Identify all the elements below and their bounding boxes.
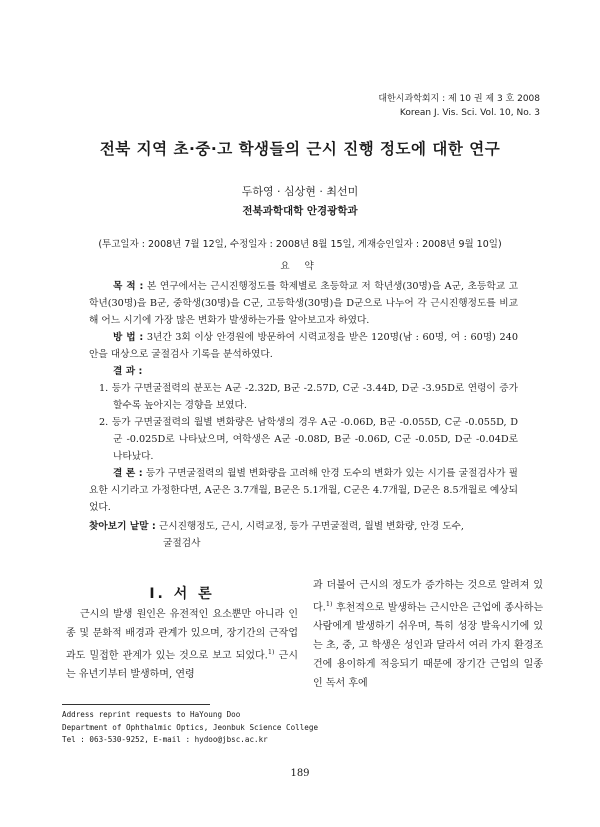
result-2: 2. 등가 구면굴절력의 월별 변화량은 남학생의 경우 A군 -0.06D, B군 -0.055D, C군 -0.055D, D군 -0.025D로 나타났으며, 여학생은 A군 -0.08D, B군 -0.06D, C군 -0.05D, D군 -0.04D로 나타났다. — [99, 417, 518, 462]
footnote-line2: Department of Ophthalmic Optics, Jeonbuk Science College — [62, 722, 319, 732]
conclusion-text: 등가 구면굴절력의 월별 변화량을 고려해 안경 도수의 변화가 있는 시기를 굴절검사가 필요한 시기라고 가정한다면, A군은 3.7개월, B군은 5.1개월, C군은 4.7개월, D군은 8.5개월로 예상되었다. — [89, 468, 519, 513]
keywords-label: 찾아보기 낱말 : — [89, 521, 156, 532]
keywords — [89, 518, 518, 552]
journal-info — [378, 92, 540, 120]
method-label: 방 법 : — [113, 332, 144, 343]
col2-text-a: 과 더불어 근시의 정도가 증가하는 것으로 알려져 있다. — [313, 580, 543, 614]
result-1: 1. 등가 구면굴절력의 분포는 A군 -2.32D, B군 -2.57D, C군 -3.44D, D군 -3.95D로 연령이 증가할수록 높아지는 경향을 보였다. — [99, 383, 518, 411]
abstract-results-label: 결 과 : — [113, 366, 143, 377]
col2-citation: 1) — [325, 600, 333, 608]
purpose-text: 본 연구에서는 근시진행정도를 학제별로 초등학교 저 학년생(30명)을 A군, 초등학교 고학년(30명)을 B군, 중학생(30명)을 C군, 고등학생(30명)을 D군으로 나누어 각 근시진행정도를 비교해 어느 시기에 가장 많은 변화가 발생하는가를 알아보고자 하였다. — [89, 281, 518, 326]
footnote-line1: Address reprint requests to HaYoung Doo — [62, 710, 241, 719]
abstract-conclusion — [89, 465, 518, 516]
paper-title: 전북 지역 초·중·고 학생들의 근시 진행 정도에 대한 연구 — [99, 140, 501, 158]
section-heading: Ⅰ. 서 론 — [149, 586, 215, 602]
footnote-divider — [62, 704, 210, 705]
method-text: 3년간 3회 이상 안경원에 방문하여 시력교정을 받은 120명(남 : 60명, 여 : 60명) 240안을 대상으로 굴절검사 기록을 분석하였다. — [89, 332, 518, 360]
keywords-line1: 근시진행정도, 근시, 시력교정, 등가 구면굴절력, 월별 변화량, 안경 도수, — [155, 521, 464, 532]
authors: 두하영 · 심상현 · 최선미 — [241, 185, 359, 198]
journal-korean: 대한시과학회지 : 제 10 권 제 3 호 2008 — [378, 94, 540, 104]
page-number: 189 — [290, 768, 310, 779]
purpose-label: 목 적 : — [113, 281, 144, 292]
col1-text-b: 근시는 유년기부터 발생하며, 연령 — [66, 650, 299, 681]
footnote-line3: Tel : 063-530-9252, E-mail : hydoo@jbsc.ac.kr — [62, 735, 268, 744]
abstract — [89, 278, 518, 516]
col2-text-b: 후천적으로 발생하는 근시안은 근업에 종사하는 사람에게 발생하기 쉬우며, 특히 성장 발육시기에 있는 초, 중, 고 학생은 성인과 달라서 여러 가지 환경조건에 용이하게 적응되기 때문에 장기간 근업의 일종인 독서 후에 — [313, 602, 543, 690]
affiliation: 전북과학대학 안경광학과 — [242, 205, 358, 217]
submission-dates: (투고일자 : 2008년 7월 12일, 수정일자 : 2008년 8월 15일, 게재승인일자 : 2008년 9월 10일) — [98, 239, 502, 250]
body-column-right — [313, 576, 543, 693]
abstract-method — [89, 329, 518, 363]
keywords-line2: 굴절검사 — [163, 538, 201, 549]
col1-text-a: 근시의 발생 원인은 유전적인 요소뿐만 아니라 인종 및 문화적 배경과 관계가 있으며, 장기간의 근작업과도 밀접한 관계가 있는 것으로 보고 되었다. — [66, 609, 298, 662]
col1-citation: 1) — [267, 648, 275, 656]
journal-english: Korean J. Vis. Sci. Vol. 10, No. 3 — [399, 108, 540, 118]
footnote — [62, 709, 318, 747]
abstract-purpose — [89, 278, 518, 329]
body-column-left — [66, 605, 298, 684]
conclusion-label: 결 론 : — [113, 468, 143, 479]
abstract-heading: 요 약 — [280, 261, 320, 272]
